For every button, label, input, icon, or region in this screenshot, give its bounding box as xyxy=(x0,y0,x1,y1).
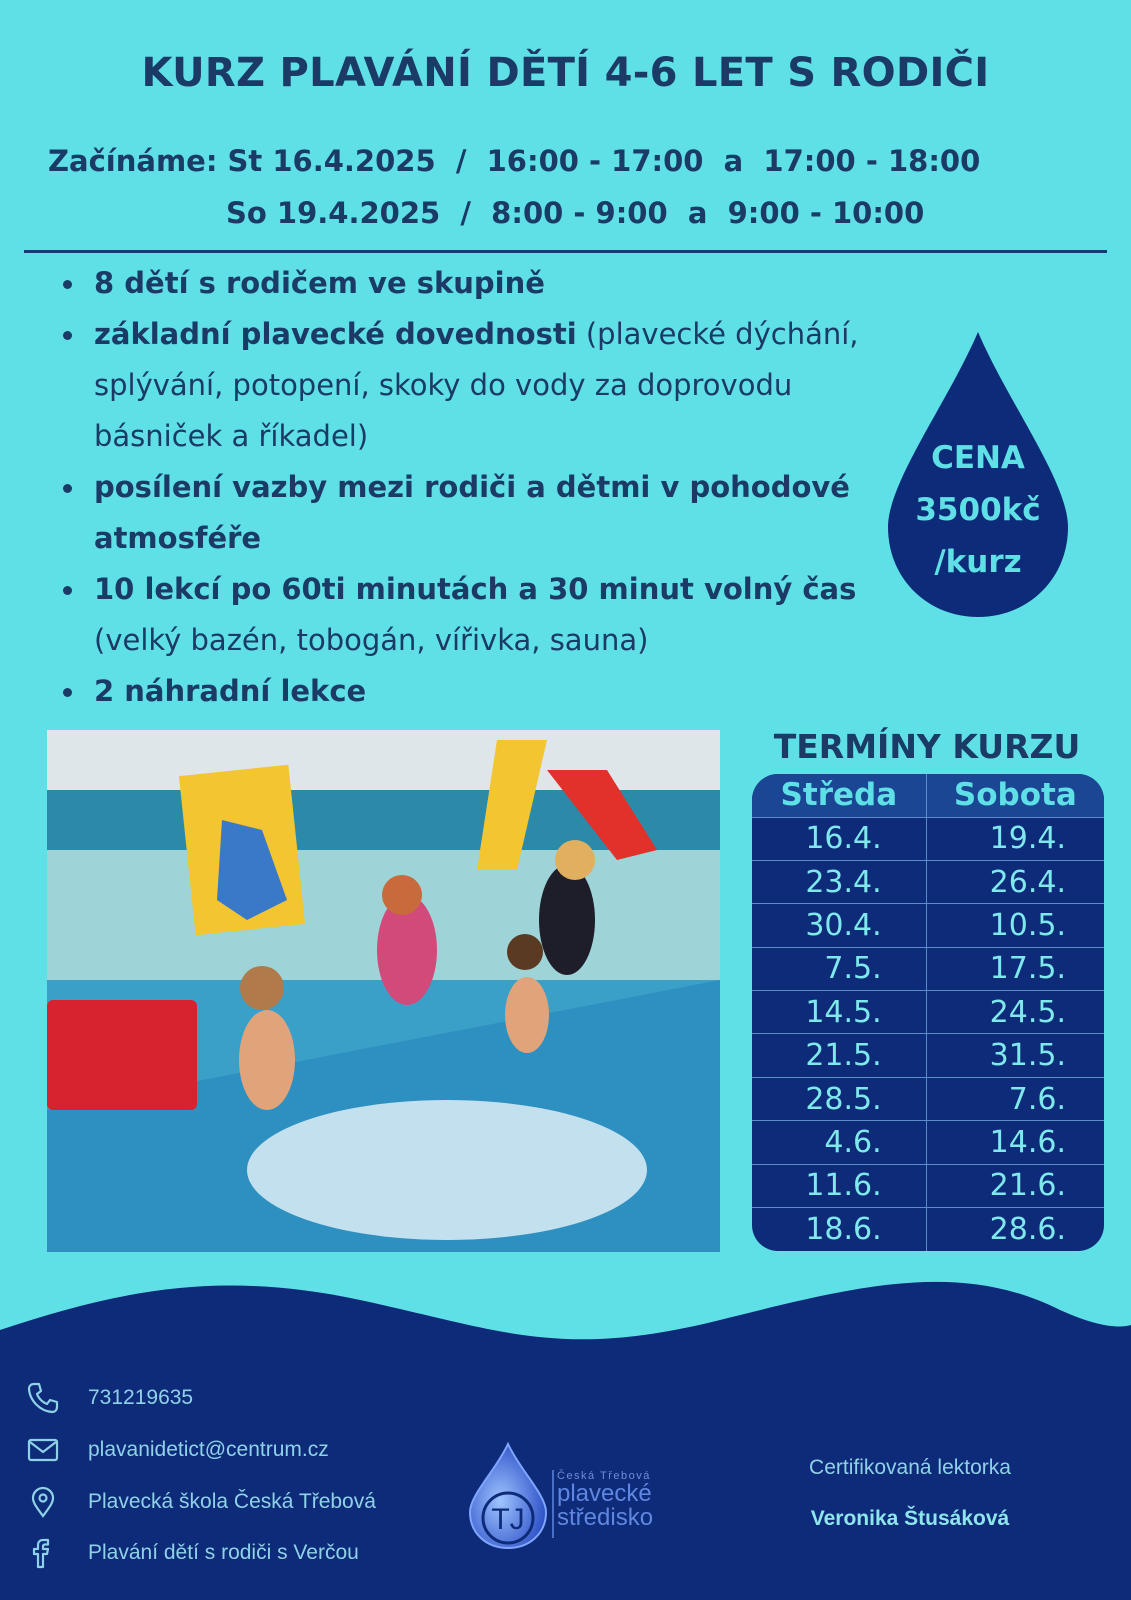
logo-name-line1: plavecké xyxy=(557,1480,652,1507)
table-row xyxy=(752,860,1104,903)
logo-name-line2: středisko xyxy=(557,1504,654,1531)
facebook-page: Plavání dětí s rodiči s Verčou xyxy=(88,1541,359,1564)
table-row xyxy=(752,817,1104,860)
terms-title: TERMÍNY KURZU xyxy=(773,727,1081,766)
email-address: plavanidetict@centrum.cz xyxy=(88,1438,329,1461)
table-row xyxy=(752,1034,1104,1077)
phone-number: 731219635 xyxy=(88,1386,194,1409)
logo-name xyxy=(557,1482,653,1530)
price-label: CENA xyxy=(931,440,1025,476)
date-cell: 11.6. xyxy=(752,1164,926,1207)
start-schedule-saturday: So 19.4.2025 / 8:00 - 9:00 a 9:00 - 10:00 xyxy=(226,196,925,230)
location-pin-icon xyxy=(26,1485,60,1519)
date-cell: 18.6. xyxy=(752,1208,926,1251)
list-item: posílení vazby mezi rodiči a dětmi v pohodové atmosféře xyxy=(60,462,860,564)
list-item: 2 náhradní lekce xyxy=(60,666,860,717)
date-cell: 21.6. xyxy=(926,1164,1104,1207)
list-item: 8 dětí s rodičem ve skupině xyxy=(60,258,860,309)
divider-line xyxy=(24,250,1107,253)
date-cell: 4.6. xyxy=(752,1121,926,1164)
terms-table xyxy=(752,774,1104,1251)
date-cell: 19.4. xyxy=(926,817,1104,860)
instructor-name: Veronika Štusáková xyxy=(810,1507,1010,1530)
facebook-icon xyxy=(26,1536,60,1570)
table-row xyxy=(752,1164,1104,1207)
pool-photo xyxy=(47,730,720,1252)
location-name: Plavecká škola Česká Třebová xyxy=(88,1490,376,1513)
table-row xyxy=(752,1121,1104,1164)
list-item: 10 lekcí po 60ti minutách a 30 minut volný čas (velký bazén, tobogán, vířivka, sauna) xyxy=(60,564,860,666)
logo-town: Česká Třebová xyxy=(557,1470,651,1482)
date-cell: 10.5. xyxy=(926,904,1104,947)
price-badge xyxy=(888,432,1068,588)
contact-phone xyxy=(26,1381,193,1415)
table-row xyxy=(752,991,1104,1034)
mail-icon xyxy=(26,1433,60,1467)
date-cell: 14.5. xyxy=(752,991,926,1034)
table-row xyxy=(752,947,1104,990)
date-cell: 23.4. xyxy=(752,860,926,903)
certification-label: Certifikovaná lektorka xyxy=(809,1456,1011,1479)
date-cell: 7.5. xyxy=(752,947,926,990)
table-row xyxy=(752,904,1104,947)
date-cell: 28.5. xyxy=(752,1077,926,1120)
table-row xyxy=(752,1208,1104,1251)
date-cell: 7.6. xyxy=(926,1077,1104,1120)
price-value: 3500kč xyxy=(915,492,1041,528)
date-cell: 31.5. xyxy=(926,1034,1104,1077)
list-item: základní plavecké dovednosti (plavecké dýchání, splývání, potopení, skoky do vody za doprovodu básniček a říkadel) xyxy=(60,309,860,462)
column-header-wednesday: Středa xyxy=(752,774,926,817)
phone-icon xyxy=(26,1381,60,1415)
date-cell: 26.4. xyxy=(926,860,1104,903)
date-cell: 14.6. xyxy=(926,1121,1104,1164)
logo-initials: TJ xyxy=(491,1503,525,1536)
date-cell: 30.4. xyxy=(752,904,926,947)
date-cell: 17.5. xyxy=(926,947,1104,990)
start-schedule-wednesday: Začínáme: St 16.4.2025 / 16:00 - 17:00 a 17:00 - 18:00 xyxy=(48,144,981,178)
date-cell: 28.6. xyxy=(926,1208,1104,1251)
contact-location xyxy=(26,1485,376,1519)
page-title: KURZ PLAVÁNÍ DĚTÍ 4-6 LET S RODIČI xyxy=(141,50,990,96)
contact-facebook xyxy=(26,1536,359,1570)
date-cell: 21.5. xyxy=(752,1034,926,1077)
feature-list xyxy=(60,258,860,717)
price-unit: /kurz xyxy=(934,544,1022,580)
date-cell: 16.4. xyxy=(752,817,926,860)
date-cell: 24.5. xyxy=(926,991,1104,1034)
table-row xyxy=(752,1077,1104,1120)
column-header-saturday: Sobota xyxy=(926,774,1104,817)
contact-email xyxy=(26,1433,329,1467)
